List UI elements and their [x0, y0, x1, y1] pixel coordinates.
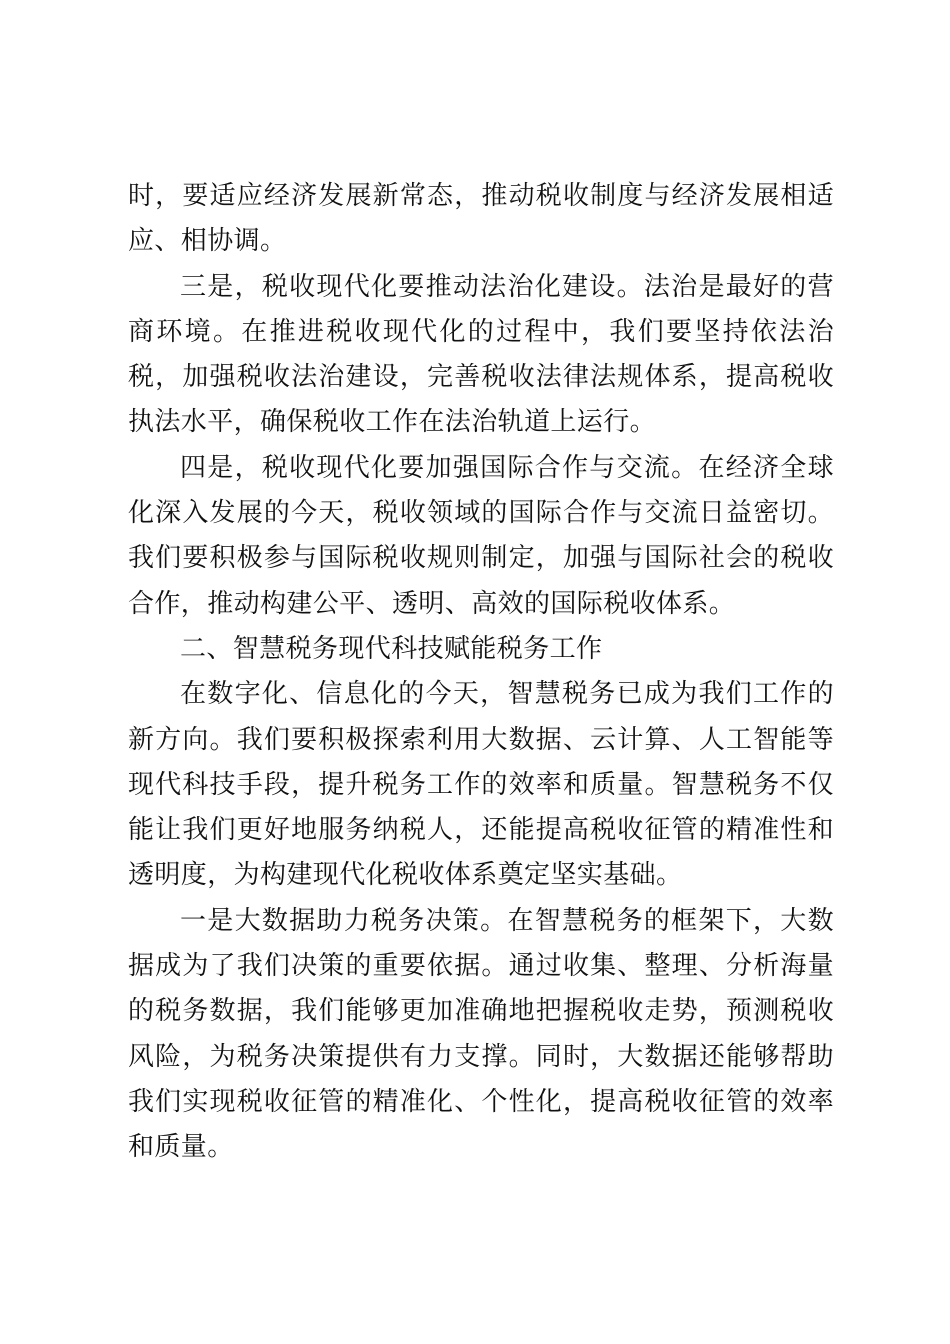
paragraph-point-one-big-data: 一是大数据助力税务决策。在智慧税务的框架下，大数据成为了我们决策的重要依据。通过收集、整理、分析海量的税务数据，我们能够更加准确地把握税收走势，预测税收风险，为税务决策提供有力支撑。同时，大数据还能够帮助我们实现税收征管的精准化、个性化，提高税收征管的效率和质量。: [128, 905, 834, 1163]
document-body: [128, 174, 834, 1171]
paragraph-smart-tax-intro: 在数字化、信息化的今天，智慧税务已成为我们工作的新方向。我们要积极探索利用大数据、云计算、人工智能等现代科技手段，提升税务工作的效率和质量。智慧税务不仅能让我们更好地服务纳税人，还能提高税收征管的精准性和透明度，为构建现代化税收体系奠定坚实基础。: [128, 679, 834, 891]
paragraph-point-three: 三是，税收现代化要推动法治化建设。法治是最好的营商环境。在推进税收现代化的过程中，我们要坚持依法治税，加强税收法治建设，完善税收法律法规体系，提高税收执法水平，确保税收工作在法治轨道上运行。: [128, 271, 834, 438]
paragraph-point-four: 四是，税收现代化要加强国际合作与交流。在经济全球化深入发展的今天，税收领域的国际合作与交流日益密切。我们要积极参与国际税收规则制定，加强与国际社会的税收合作，推动构建公平、透明、高效的国际税收体系。: [128, 452, 834, 619]
paragraph-continuation: 时，要适应经济发展新常态，推动税收制度与经济发展相适应、相协调。: [128, 181, 834, 257]
section-heading: 二、智慧税务现代科技赋能税务工作: [180, 633, 603, 664]
